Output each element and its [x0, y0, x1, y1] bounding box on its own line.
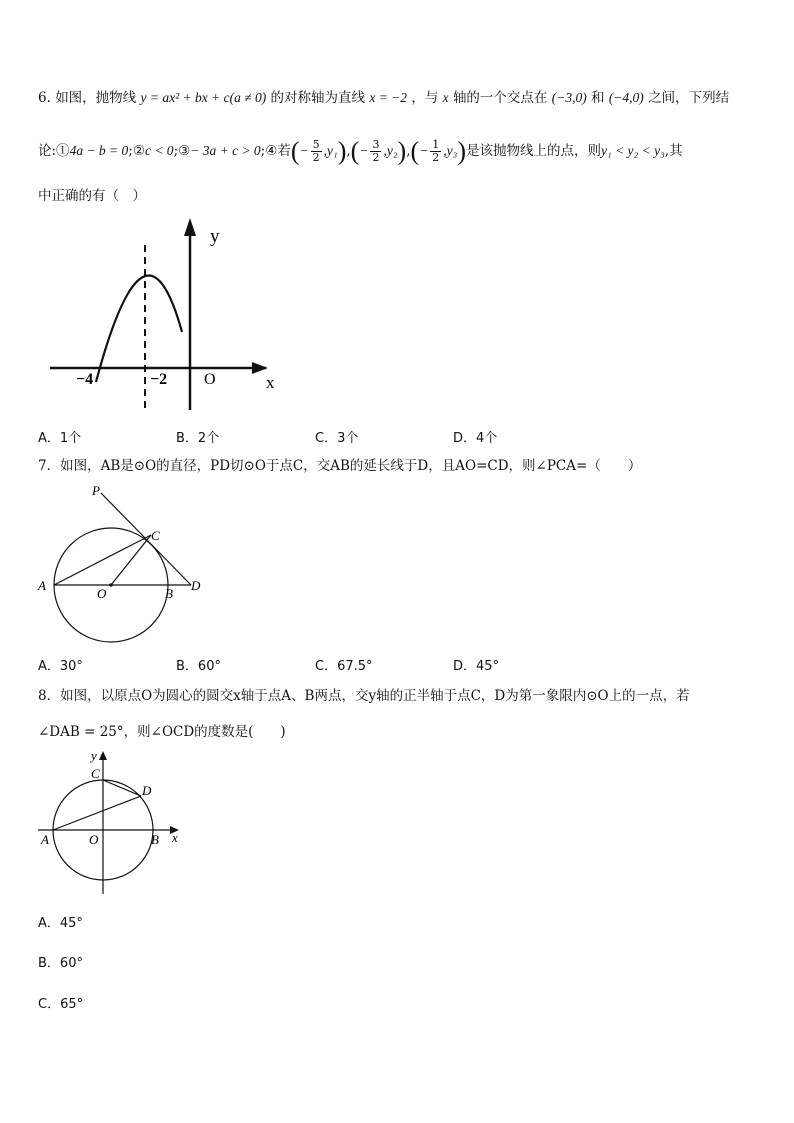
q8-label-o: O [89, 832, 99, 847]
q6-conclusion-4: y₁ < y₂ < y₃ [601, 143, 665, 158]
q6-frac-3: $\frac{1}{2}$ [432, 138, 440, 164]
q6-tick-neg2: −2 [150, 371, 168, 388]
q6-y-label: y [210, 226, 220, 247]
q6-conclusion-3: − 3a + c > 0 [190, 143, 261, 158]
q6-text-4: 轴的一个交点在 [452, 90, 548, 106]
q6-frac-1: $\frac{5}{2}$ [312, 138, 320, 164]
q7-label-a: A [38, 578, 46, 593]
q6-conclusion-2: c < 0 [144, 143, 174, 158]
q6-option-d[interactable]: D．4个 [453, 431, 498, 446]
q6-text-8: ,其 [664, 143, 683, 159]
q8-option-b[interactable]: B．60° [38, 956, 83, 971]
q6-conclusion-1: 4a − b = 0 [69, 143, 129, 158]
q8-label-c: C [91, 766, 100, 781]
q6-parabola [96, 276, 182, 382]
q6-option-c[interactable]: C．3个 [315, 431, 359, 446]
q6-text-7: 是该抛物线上的点，则 [466, 143, 602, 159]
q6-number: 6. [38, 90, 51, 106]
q8-label-b: B [151, 832, 159, 847]
q6-y1: y₁ [327, 143, 338, 158]
q8-circle-figure [34, 748, 194, 896]
q6-c4-prefix: ;④若 [260, 143, 291, 159]
q6-line-3: 中正确的有（ ） [38, 188, 146, 204]
q8-question-text: 8．如图，以原点O为圆心的圆交x轴于点A、B两点，交y轴的正半轴于点C，D为第一象限内⊙O上的一点，若 [38, 688, 690, 704]
q7-option-d[interactable]: D．45° [453, 659, 500, 674]
q6-point-a: (−3,0) [551, 90, 587, 105]
q7-label-d: D [191, 578, 201, 593]
q6-y3: y₃ [446, 143, 458, 158]
q6-text-2: 的对称轴为直线 [270, 90, 366, 106]
q6-c2-prefix: ;② [128, 143, 145, 159]
q6-x: x [442, 90, 449, 105]
q7-chord-ac [54, 535, 151, 585]
q8-y-arrow [99, 751, 107, 760]
q6-line2-prefix: 论:① [38, 143, 70, 159]
q7-label-c: C [151, 528, 160, 543]
q6-text-3: ，与 [411, 90, 439, 106]
q6-origin-label: O [204, 371, 216, 388]
q7-label-o: O [97, 586, 107, 601]
q6-option-a[interactable]: A．1个 [38, 431, 82, 446]
q6-option-b[interactable]: B．2个 [176, 431, 220, 446]
q8-option-a[interactable]: A．45° [38, 916, 83, 931]
q7-option-a[interactable]: A．30° [38, 659, 83, 674]
q6-equation: y = ax² + bx + c(a ≠ 0) [140, 90, 267, 105]
q6-line-1 [38, 88, 729, 108]
q8-label-y: y [91, 748, 97, 763]
q6-c3-prefix: ;③ [173, 143, 191, 159]
q7-option-c[interactable]: C．67.5° [315, 659, 373, 674]
q6-line-2: 论:①4a − b = 0;②c < 0;③− 3a + c > 0;④若(− $\frac{5}{2}$ ,y₁),(− $\frac{3}{2}$ ,y₂),(− $\frac{1}{2}$ ,y₃)是该抛物线上的点，则y₁ < y₂ < y₃,其 [38, 136, 683, 166]
q8-option-c[interactable]: C．65° [38, 997, 84, 1012]
q6-point-b: (−4,0) [608, 90, 644, 105]
q6-tick-neg4: −4 [76, 371, 94, 388]
q8-chord-cd [103, 780, 141, 796]
q6-x-label: x [266, 373, 275, 392]
q6-y2: y₂ [386, 143, 398, 158]
q7-label-b: B [165, 586, 173, 601]
q7-radius-oc [111, 535, 151, 585]
q6-text-6: 之间，下列结 [648, 90, 730, 106]
q8-question-line-2: ∠DAB = 25°，则∠OCD的度数是( ) [38, 724, 286, 740]
q7-center-dot [109, 583, 113, 587]
q7-circle-figure [34, 482, 224, 647]
q8-chord-ad [53, 796, 141, 830]
q7-question-text: 7．如图，AB是⊙O的直径，PD切⊙O于点C，交AB的延长线于D，且AO=CD，则∠PCA=（ ） [38, 458, 642, 474]
q7-tangent-pd [101, 493, 191, 585]
q7-option-b[interactable]: B．60° [176, 659, 221, 674]
q6-text-1: 如图，抛物线 [55, 90, 137, 106]
q6-text-5: 和 [591, 90, 605, 106]
q8-label-a: A [41, 832, 49, 847]
q7-label-p: P [92, 483, 100, 498]
q6-parabola-figure [40, 210, 290, 415]
q6-y-arrow [184, 218, 196, 236]
q6-frac-2: $\frac{3}{2}$ [372, 138, 380, 164]
q8-label-x: x [172, 830, 178, 845]
q6-axis-equation: x = −2 [369, 90, 408, 105]
q8-label-d: D [142, 783, 152, 798]
